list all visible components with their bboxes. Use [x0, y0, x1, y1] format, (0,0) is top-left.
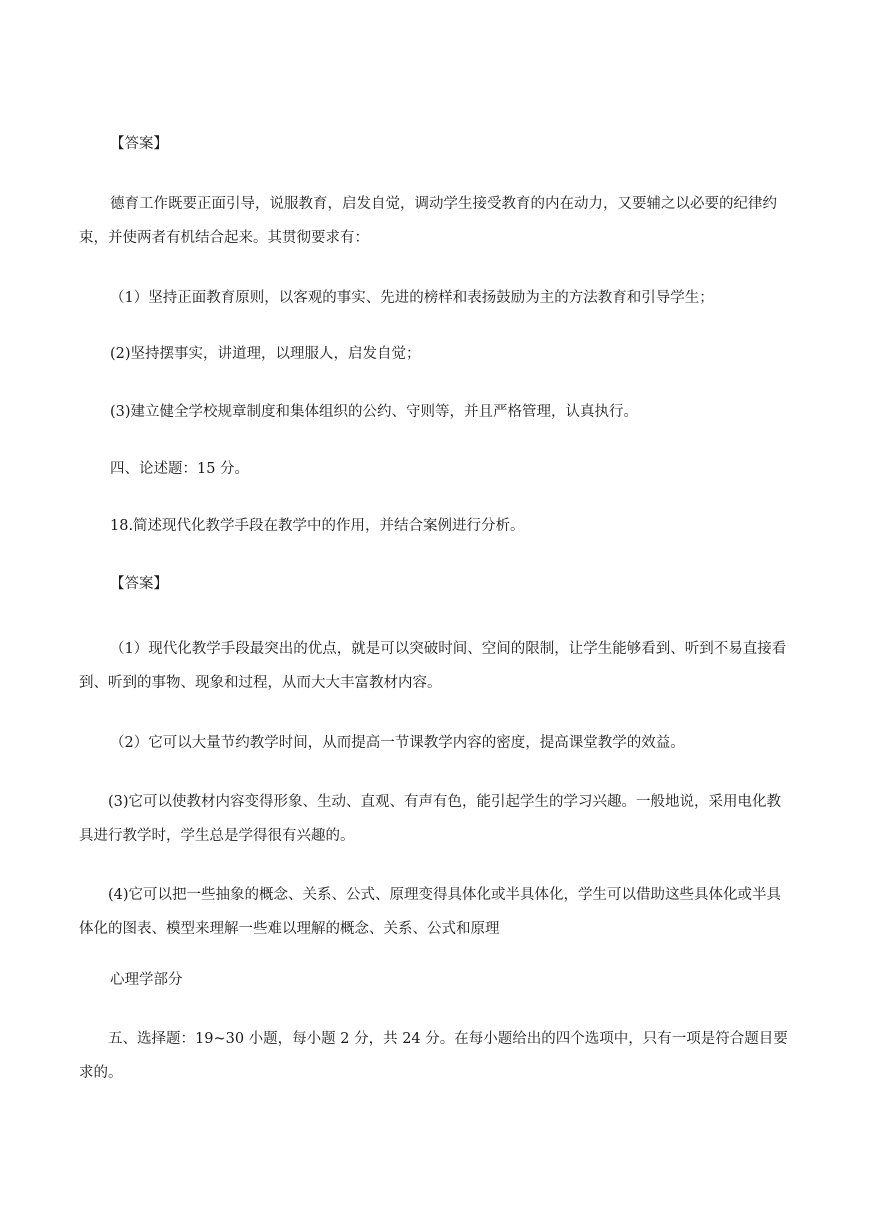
answer-heading: 【答案】: [110, 136, 168, 152]
answer-point-4: (4)它可以把一些抽象的概念、关系、公式、原理变得具体化或半具体化，学生可以借助这些具体化或半具体化的图表、模型来理解一些难以理解的概念、关系、公式和原理: [79, 887, 782, 937]
answer-heading: 【答案】: [110, 576, 168, 592]
section-heading-choice: 五、选择题：19~30 小题，每小题 2 分，共 24 分。在每小题给出的四个选项中，只有一项是符合题目要求的。: [79, 1031, 788, 1081]
answer-point-1: （1）现代化教学手段最突出的优点，就是可以突破时间、空间的限制，让学生能够看到、听到不易直接看到、听到的事物、现象和过程，从而大大丰富教材内容。: [79, 641, 787, 691]
section-heading-psychology: 心理学部分: [110, 972, 183, 988]
question-18: 18.简述现代化教学手段在教学中的作用，并结合案例进行分析。: [110, 518, 525, 534]
answer-point-2: (2)坚持摆事实，讲道理，以理服人，启发自觉；: [110, 346, 421, 362]
answer-point-3: (3)建立健全学校规章制度和集体组织的公约、守则等，并且严格管理，认真执行。: [110, 404, 639, 420]
answer-point-3: (3)它可以使教材内容变得形象、生动、直观、有声有色，能引起学生的学习兴趣。一般地说，采用电化教具进行教学时，学生总是学得很有兴趣的。: [79, 794, 782, 844]
answer-paragraph: 德育工作既要正面引导，说服教育，启发自觉，调动学生接受教育的内在动力，又要辅之以必要的纪律约束，并使两者有机结合起来。其贯彻要求有：: [79, 196, 777, 246]
answer-point-1: （1）坚持正面教育原则，以客观的事实、先进的榜样和表扬鼓励为主的方法教育和引导学生；: [110, 290, 714, 306]
section-heading-essay: 四、论述题：15 分。: [110, 461, 250, 477]
answer-point-2: （2）它可以大量节约教学时间，从而提高一节课教学内容的密度，提高课堂教学的效益。: [110, 735, 685, 751]
